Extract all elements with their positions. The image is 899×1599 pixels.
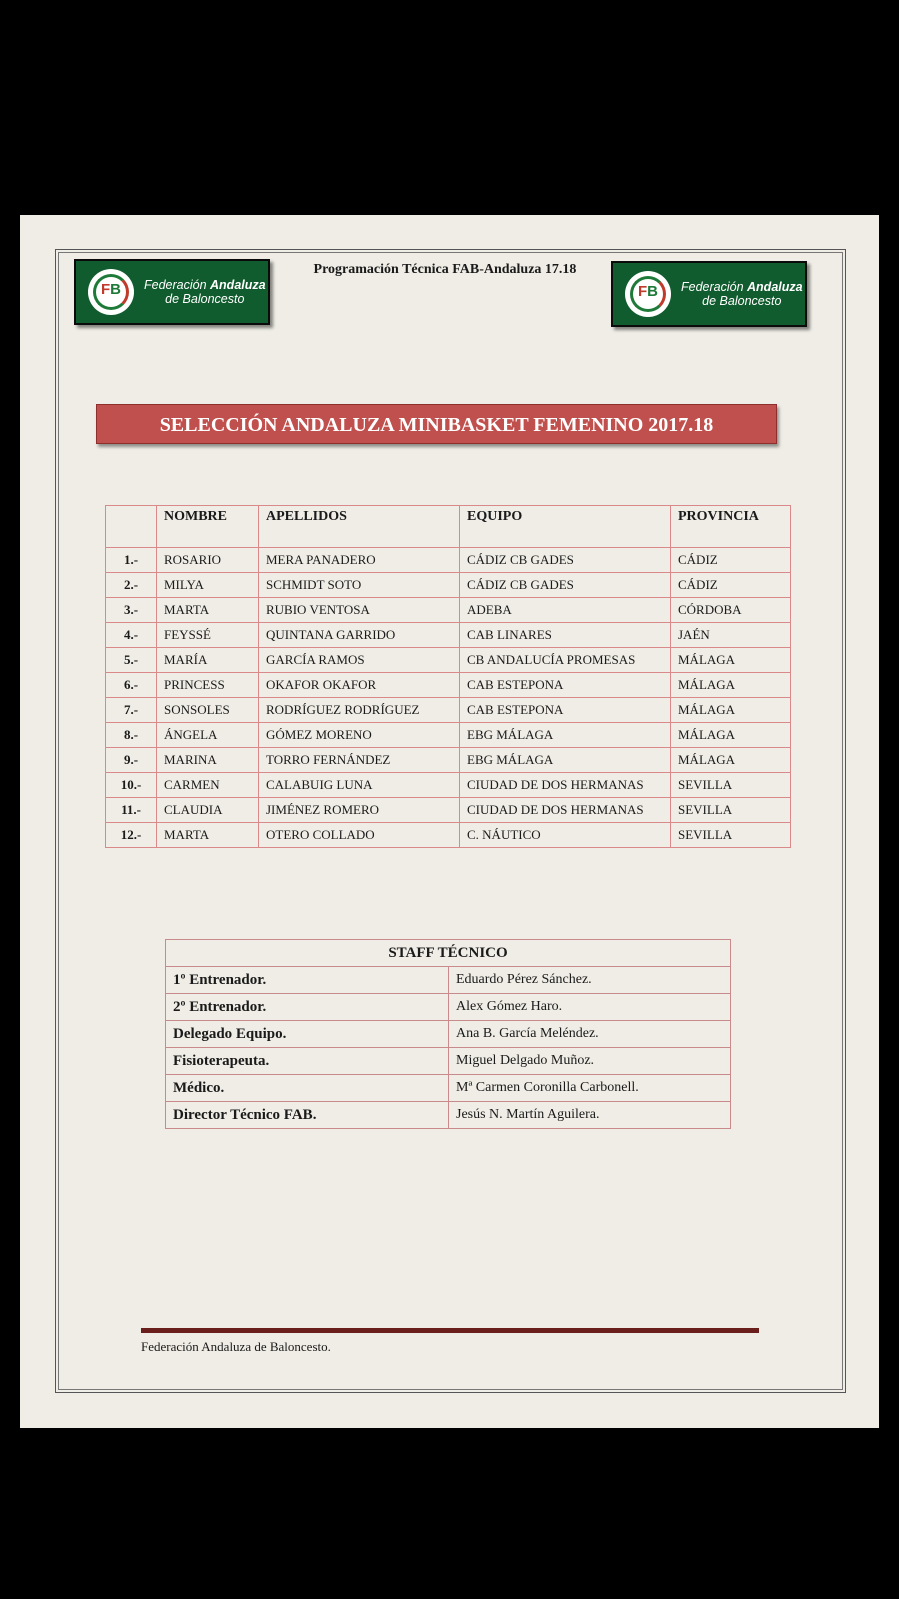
player-surnames: OKAFOR OKAFOR bbox=[259, 673, 460, 698]
fab-emblem-icon: FB bbox=[625, 271, 671, 317]
staff-header-row bbox=[166, 940, 731, 967]
staff-row bbox=[166, 1048, 731, 1075]
player-first-name: CLAUDIA bbox=[157, 798, 259, 823]
selection-title-banner: SELECCIÓN ANDALUZA MINIBASKET FEMENINO 2017.18 bbox=[96, 404, 777, 444]
roster-row bbox=[106, 823, 791, 848]
player-team: CAB ESTEPONA bbox=[460, 673, 671, 698]
player-number: 3.- bbox=[106, 598, 157, 623]
roster-header-row bbox=[106, 506, 791, 548]
staff-row bbox=[166, 967, 731, 994]
player-team: ADEBA bbox=[460, 598, 671, 623]
staff-title: STAFF TÉCNICO bbox=[166, 940, 731, 967]
player-province: SEVILLA bbox=[671, 798, 791, 823]
logo-text: Federación Andaluza de Baloncesto bbox=[681, 280, 803, 308]
footer-text: Federación Andaluza de Baloncesto. bbox=[141, 1339, 331, 1354]
staff-table bbox=[165, 939, 731, 1129]
roster-row bbox=[106, 573, 791, 598]
player-team: CIUDAD DE DOS HERMANAS bbox=[460, 773, 671, 798]
player-surnames: OTERO COLLADO bbox=[259, 823, 460, 848]
player-number: 11.- bbox=[106, 798, 157, 823]
roster-row bbox=[106, 773, 791, 798]
document-page bbox=[20, 215, 879, 1428]
staff-role: Director Técnico FAB. bbox=[166, 1102, 449, 1129]
player-province: JAÉN bbox=[671, 623, 791, 648]
player-first-name: MARÍA bbox=[157, 648, 259, 673]
fab-logo-left bbox=[74, 259, 270, 325]
fab-emblem-icon: FB bbox=[88, 269, 134, 315]
staff-name: Miguel Delgado Muñoz. bbox=[449, 1048, 731, 1075]
roster-table bbox=[105, 505, 791, 848]
player-surnames: GÓMEZ MORENO bbox=[259, 723, 460, 748]
player-surnames: RODRÍGUEZ RODRÍGUEZ bbox=[259, 698, 460, 723]
fab-logo-right bbox=[611, 261, 807, 327]
header-title: Programación Técnica FAB-Andaluza 17.18 bbox=[313, 262, 577, 277]
header-num bbox=[106, 506, 157, 548]
player-province: SEVILLA bbox=[671, 773, 791, 798]
player-province: MÁLAGA bbox=[671, 748, 791, 773]
player-surnames: JIMÉNEZ ROMERO bbox=[259, 798, 460, 823]
player-province: MÁLAGA bbox=[671, 648, 791, 673]
staff-name: Alex Gómez Haro. bbox=[449, 994, 731, 1021]
roster-row bbox=[106, 698, 791, 723]
player-first-name: ÁNGELA bbox=[157, 723, 259, 748]
player-surnames: GARCÍA RAMOS bbox=[259, 648, 460, 673]
player-team: EBG MÁLAGA bbox=[460, 748, 671, 773]
player-first-name: MARTA bbox=[157, 598, 259, 623]
player-first-name: MARTA bbox=[157, 823, 259, 848]
player-first-name: CARMEN bbox=[157, 773, 259, 798]
player-team: CÁDIZ CB GADES bbox=[460, 548, 671, 573]
roster-row bbox=[106, 723, 791, 748]
player-team: C. NÁUTICO bbox=[460, 823, 671, 848]
header-provincia: PROVINCIA bbox=[671, 506, 791, 548]
roster-row bbox=[106, 598, 791, 623]
player-first-name: ROSARIO bbox=[157, 548, 259, 573]
roster-row bbox=[106, 623, 791, 648]
staff-name: Jesús N. Martín Aguilera. bbox=[449, 1102, 731, 1129]
roster-row bbox=[106, 648, 791, 673]
player-first-name: PRINCESS bbox=[157, 673, 259, 698]
player-surnames: RUBIO VENTOSA bbox=[259, 598, 460, 623]
player-number: 9.- bbox=[106, 748, 157, 773]
player-surnames: MERA PANADERO bbox=[259, 548, 460, 573]
player-team: CAB ESTEPONA bbox=[460, 698, 671, 723]
header-apellidos: APELLIDOS bbox=[259, 506, 460, 548]
staff-row bbox=[166, 1102, 731, 1129]
footer-rule bbox=[141, 1328, 759, 1333]
staff-row bbox=[166, 1075, 731, 1102]
staff-role: Delegado Equipo. bbox=[166, 1021, 449, 1048]
player-team: EBG MÁLAGA bbox=[460, 723, 671, 748]
roster-row bbox=[106, 673, 791, 698]
staff-row bbox=[166, 1021, 731, 1048]
player-team: CB ANDALUCÍA PROMESAS bbox=[460, 648, 671, 673]
player-province: CÁDIZ bbox=[671, 548, 791, 573]
player-surnames: TORRO FERNÁNDEZ bbox=[259, 748, 460, 773]
player-province: CÓRDOBA bbox=[671, 598, 791, 623]
staff-role: Médico. bbox=[166, 1075, 449, 1102]
staff-role: 2º Entrenador. bbox=[166, 994, 449, 1021]
staff-row bbox=[166, 994, 731, 1021]
player-province: MÁLAGA bbox=[671, 673, 791, 698]
player-number: 10.- bbox=[106, 773, 157, 798]
player-province: SEVILLA bbox=[671, 823, 791, 848]
player-first-name: MARINA bbox=[157, 748, 259, 773]
player-number: 8.- bbox=[106, 723, 157, 748]
player-number: 5.- bbox=[106, 648, 157, 673]
player-number: 1.- bbox=[106, 548, 157, 573]
player-first-name: SONSOLES bbox=[157, 698, 259, 723]
player-number: 2.- bbox=[106, 573, 157, 598]
player-number: 12.- bbox=[106, 823, 157, 848]
header-nombre: NOMBRE bbox=[157, 506, 259, 548]
roster-row bbox=[106, 548, 791, 573]
staff-role: Fisioterapeuta. bbox=[166, 1048, 449, 1075]
player-first-name: MILYA bbox=[157, 573, 259, 598]
player-team: CÁDIZ CB GADES bbox=[460, 573, 671, 598]
player-number: 6.- bbox=[106, 673, 157, 698]
logo-text: Federación Andaluza de Baloncesto bbox=[144, 278, 266, 306]
player-surnames: QUINTANA GARRIDO bbox=[259, 623, 460, 648]
staff-name: Mª Carmen Coronilla Carbonell. bbox=[449, 1075, 731, 1102]
player-province: CÁDIZ bbox=[671, 573, 791, 598]
staff-name: Ana B. García Meléndez. bbox=[449, 1021, 731, 1048]
roster-row bbox=[106, 798, 791, 823]
player-surnames: SCHMIDT SOTO bbox=[259, 573, 460, 598]
player-number: 4.- bbox=[106, 623, 157, 648]
staff-name: Eduardo Pérez Sánchez. bbox=[449, 967, 731, 994]
player-province: MÁLAGA bbox=[671, 723, 791, 748]
player-team: CIUDAD DE DOS HERMANAS bbox=[460, 798, 671, 823]
header-equipo: EQUIPO bbox=[460, 506, 671, 548]
staff-role: 1º Entrenador. bbox=[166, 967, 449, 994]
player-surnames: CALABUIG LUNA bbox=[259, 773, 460, 798]
player-number: 7.- bbox=[106, 698, 157, 723]
player-province: MÁLAGA bbox=[671, 698, 791, 723]
player-team: CAB LINARES bbox=[460, 623, 671, 648]
player-first-name: FEYSSÉ bbox=[157, 623, 259, 648]
roster-row bbox=[106, 748, 791, 773]
